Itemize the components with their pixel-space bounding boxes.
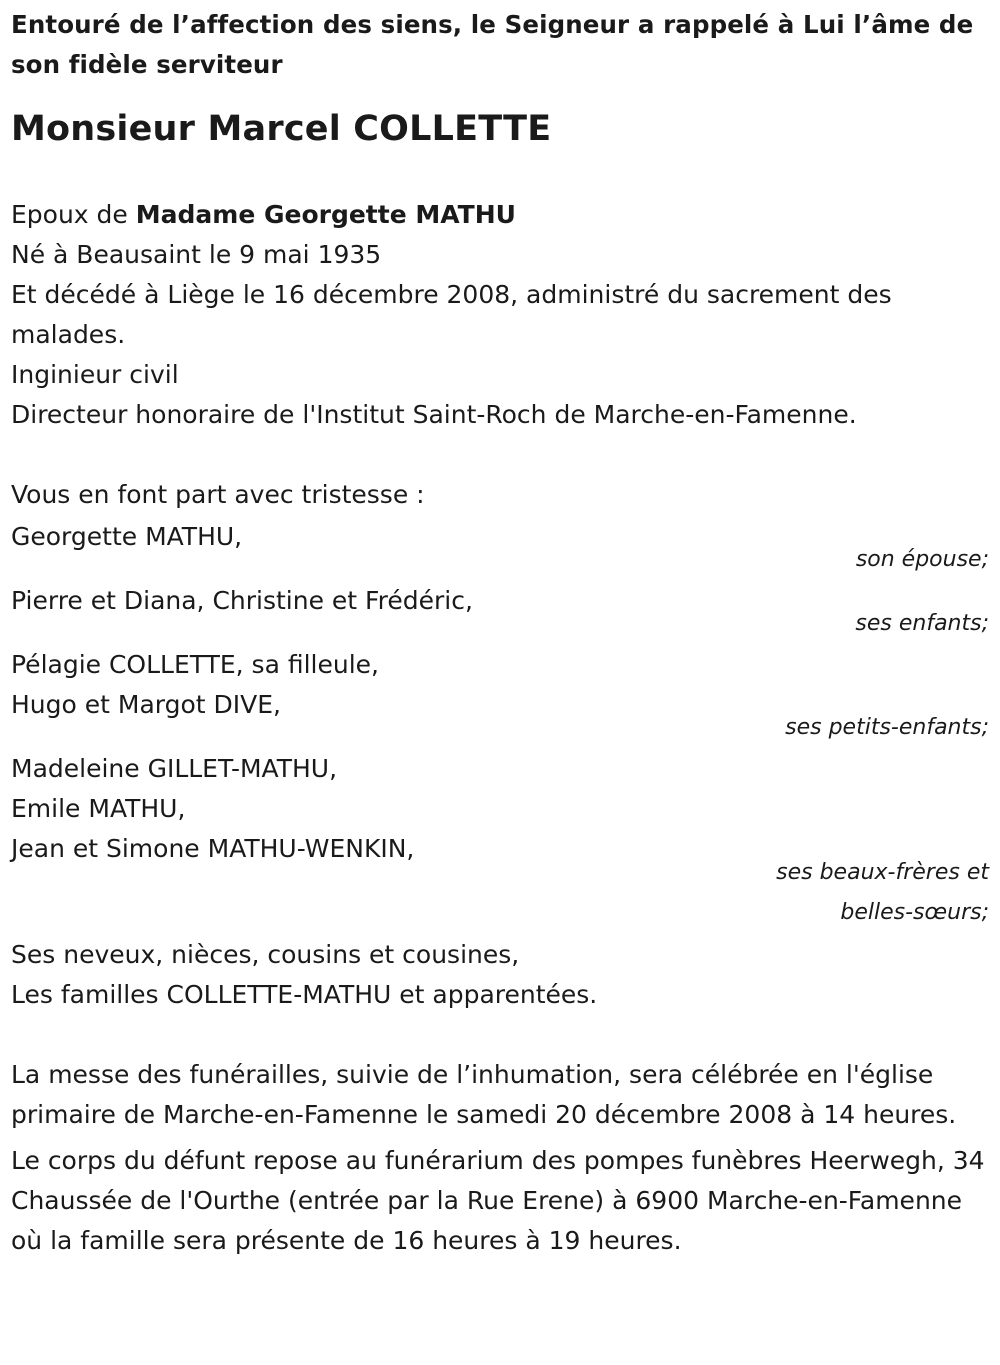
family-member-line: Georgette MATHU, (11, 522, 243, 551)
spouse-prefix: Epoux de (11, 200, 136, 229)
family-member-line: Madeleine GILLET-MATHU, (11, 754, 338, 783)
intro-text: Entouré de l’affection des siens, le Seigneur a rappelé à Lui l’âme de son fidèle serviteur (11, 10, 974, 79)
family-relation: ses petits-enfants; (785, 715, 989, 740)
family-member-line: Jean et Simone MATHU-WENKIN, (11, 834, 415, 863)
death-line: Et décédé à Liège le 16 décembre 2008, administré du sacrement des malades. (11, 280, 892, 349)
family-group-in-laws (11, 749, 991, 933)
obituary-notice (11, 0, 991, 1261)
family-relation: ses enfants; (855, 611, 989, 636)
announcement-line: Vous en font part avec tristesse : (11, 480, 425, 509)
family-member-line: Hugo et Margot DIVE, (11, 690, 281, 719)
family-group-children (11, 581, 991, 643)
viewing-details: Le corps du défunt repose au funérarium des pompes funèbres Heerwegh, 34 Chaussée de l'Ourthe (entrée par la Rue Erene) à 6900 Marche-en-Famenne où la famille sera présente de 16 heures à 19 heures. (11, 1146, 985, 1255)
extended-family-line: Ses neveux, nièces, cousins et cousines, (11, 940, 520, 969)
profession-line: Inginieur civil (11, 360, 179, 389)
family-announcement (11, 475, 991, 1015)
spouse-line (11, 195, 991, 235)
family-member-line: Pélagie COLLETTE, sa filleule, (11, 650, 379, 679)
family-group-spouse (11, 517, 991, 579)
deceased-name: Monsieur Marcel COLLETTE (11, 109, 552, 149)
spouse-name: Madame Georgette MATHU (135, 200, 516, 229)
family-group-grandchildren (11, 645, 991, 747)
family-relation: ses beaux-frères et (776, 860, 989, 885)
extended-family (11, 935, 991, 1015)
funeral-details: La messe des funérailles, suivie de l’inhumation, sera célébrée en l'église primaire de Marche-en-Famenne le samedi 20 décembre 2008 à 14 heures. (11, 1060, 957, 1129)
family-relation: son épouse; (855, 547, 989, 572)
biography (11, 195, 991, 435)
extended-family-line: Les familles COLLETTE-MATHU et apparentées. (11, 980, 598, 1009)
family-member-line: Pierre et Diana, Christine et Frédéric, (11, 586, 473, 615)
position-line: Directeur honoraire de l'Institut Saint-Roch de Marche-en-Famenne. (11, 400, 857, 429)
family-relation: belles-sœurs; (840, 900, 989, 925)
birth-line: Né à Beausaint le 9 mai 1935 (11, 240, 382, 269)
family-member-line: Emile MATHU, (11, 794, 186, 823)
